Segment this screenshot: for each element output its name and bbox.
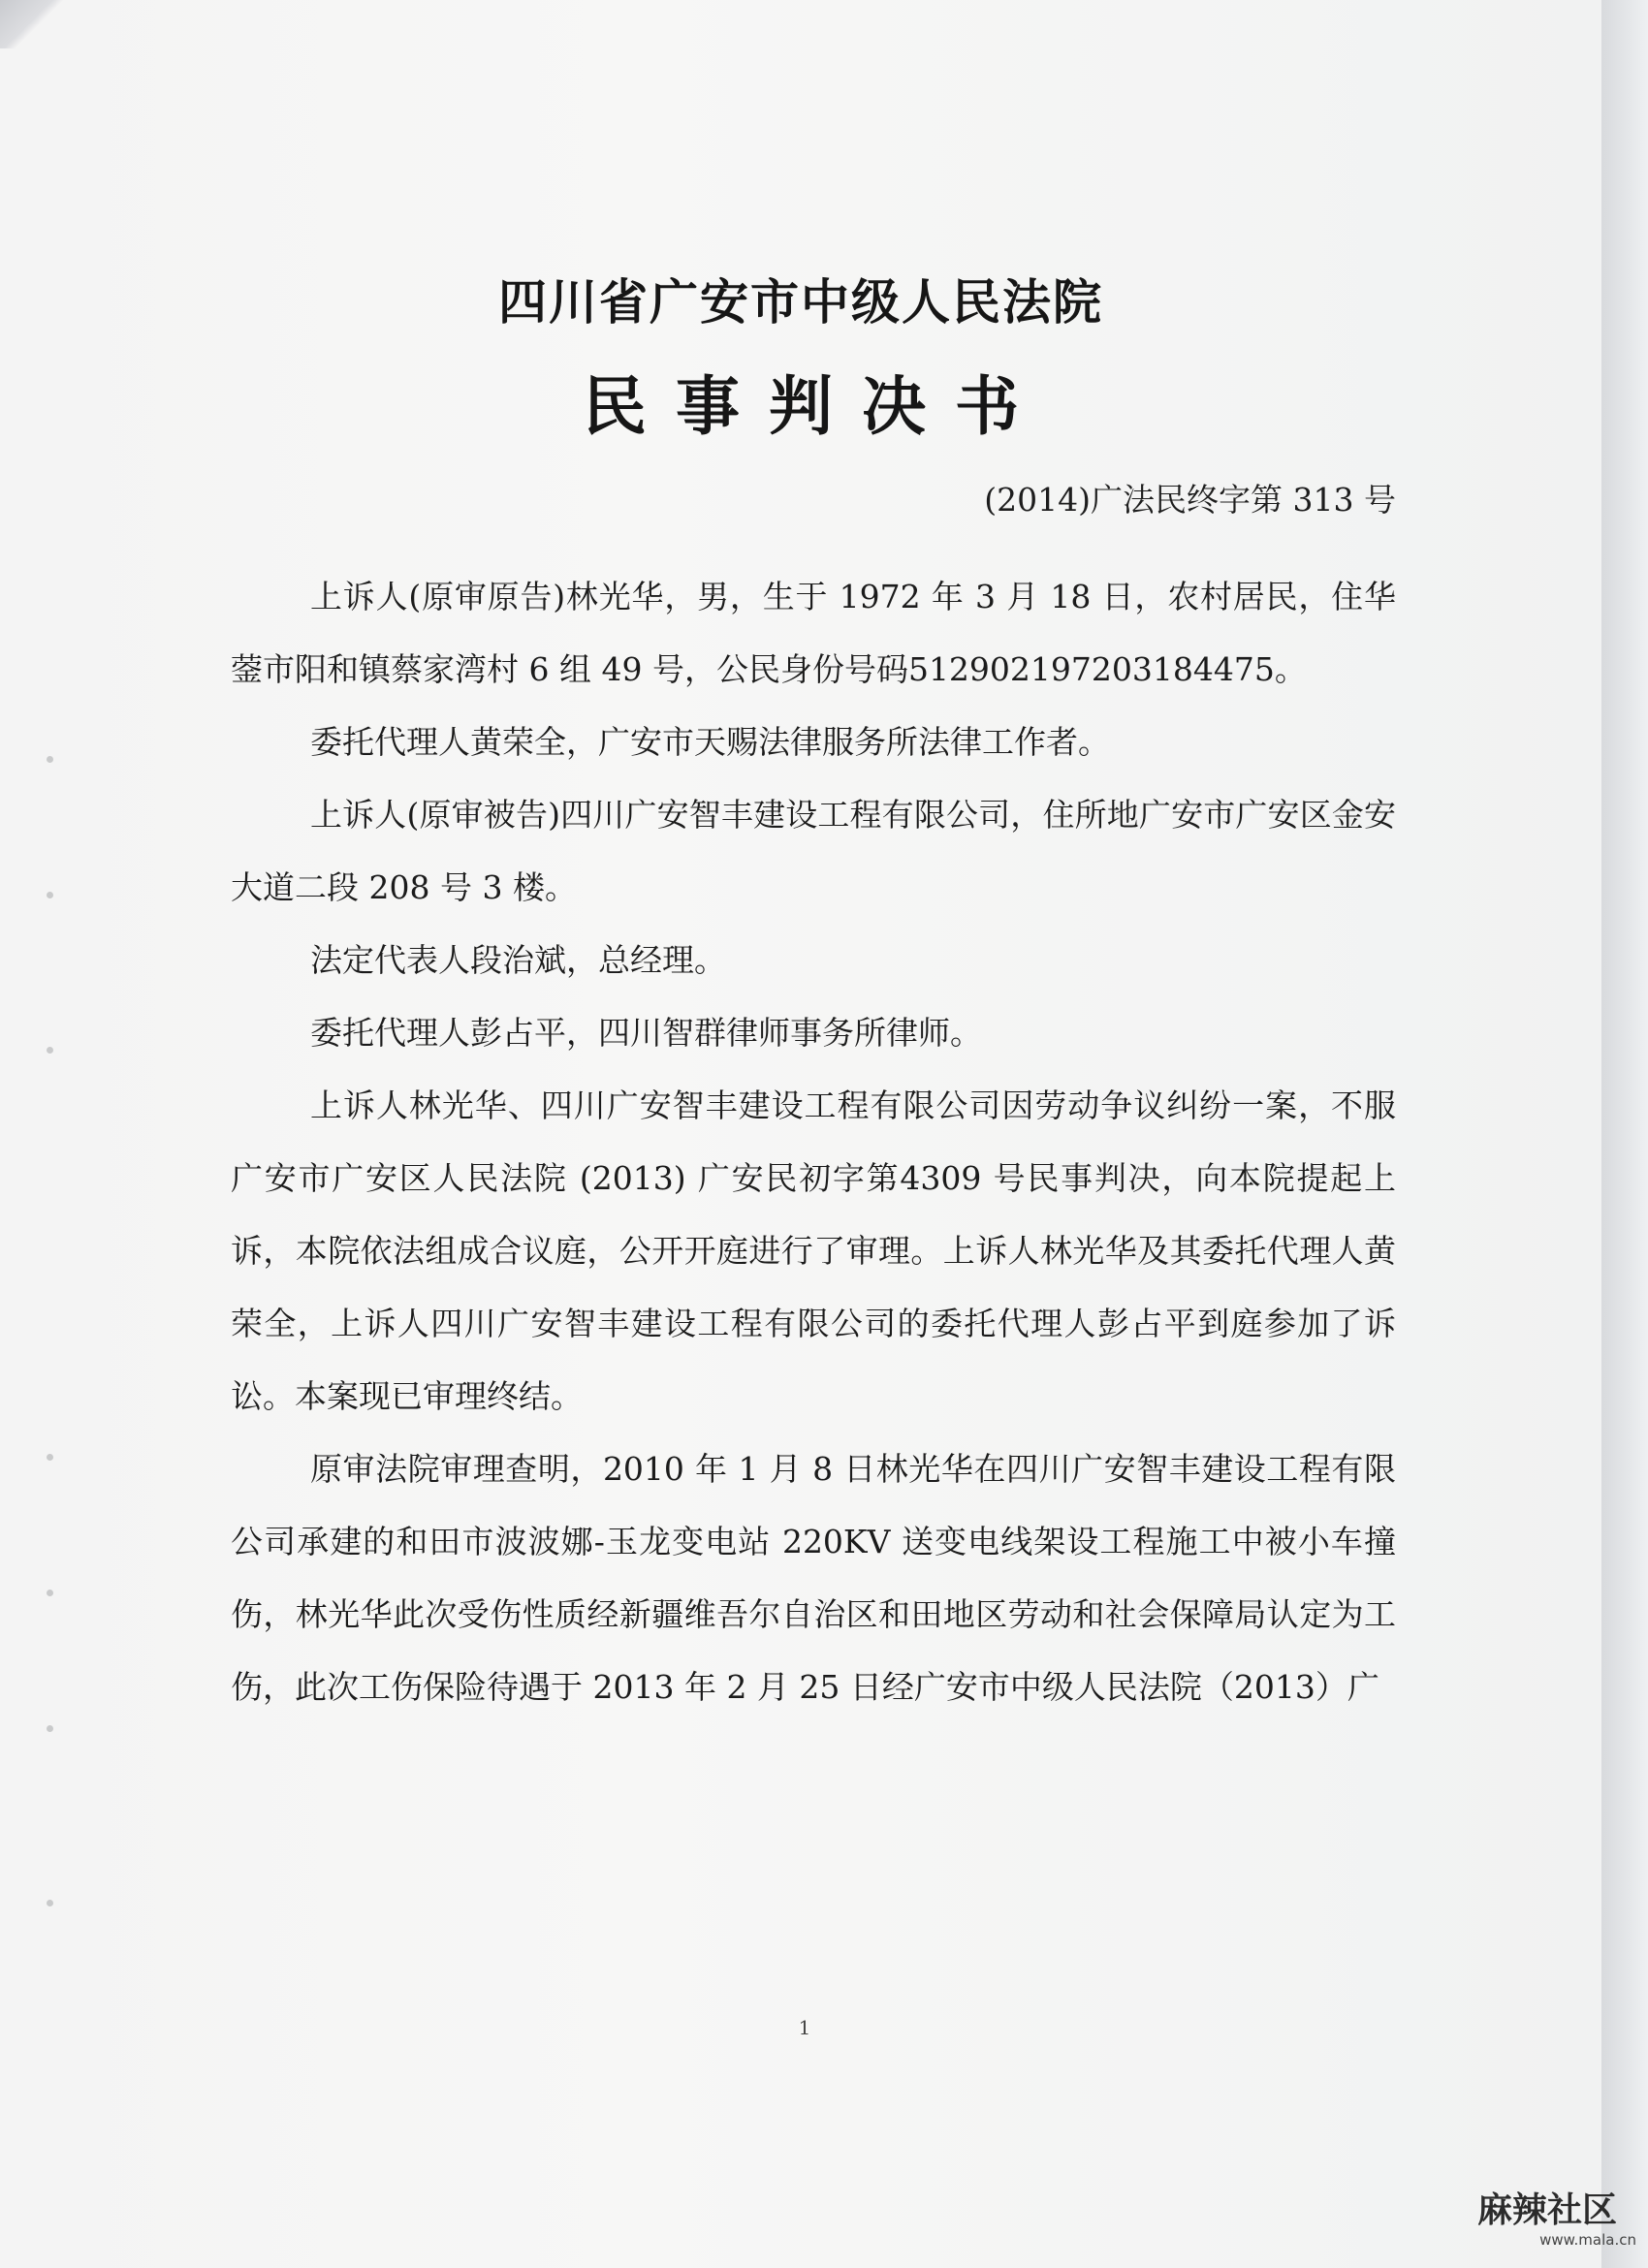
case-number: (2014)广法民终字第 313 号 bbox=[984, 481, 1396, 519]
page-number: 1 bbox=[798, 2016, 811, 2039]
watermark-logo-text: 麻辣社区 bbox=[1476, 2190, 1617, 2230]
binding-holes bbox=[39, 756, 68, 1958]
watermark-url: www.mala.cn bbox=[1539, 2231, 1636, 2249]
watermark bbox=[1474, 2183, 1648, 2260]
document-title: 民事判决书 bbox=[583, 369, 1048, 444]
scan-edge bbox=[1601, 0, 1648, 2268]
page-corner-fold bbox=[0, 0, 68, 48]
court-name: 四川省广安市中级人民法院 bbox=[498, 274, 1103, 331]
paragraph-legal-rep: 法定代表人段治斌，总经理。 bbox=[310, 941, 726, 979]
paragraph-agent-1: 委托代理人黄荣全，广安市天赐法律服务所法律工作者。 bbox=[310, 723, 1110, 761]
paragraph-appellant-1: 上诉人(原审原告)林光华，男，生于 1972 年 3 月 18 日，农村居民，住华蓥市阳和镇蔡家湾村 6 组 49 号，公民身份号码512902197203184475。 bbox=[231, 578, 1396, 688]
paragraph-case-intro: 上诉人林光华、四川广安智丰建设工程有限公司因劳动争议纠纷一案，不服广安市广安区人民法院 (2013) 广安民初字第4309 号民事判决，向本院提起上诉，本院依法组成合议庭，公开开庭进行了审理。上诉人林光华及其委托代理人黄荣全，上诉人四川广安智丰建设工程有限公司的委托代理人彭占平到庭参加了诉讼。本案现已审理终结。 bbox=[231, 1087, 1396, 1415]
paragraph-findings: 原审法院审理查明，2010 年 1 月 8 日林光华在四川广安智丰建设工程有限公司承建的和田市波波娜-玉龙变电站 220KV 送变电线架设工程施工中被小车撞伤，林光华此次受伤性质经新疆维吾尔自治区和田地区劳动和社会保障局认定为工伤，此次工伤保险待遇于 2013 年 2 月 25 日经广安市中级人民法院（2013）广 bbox=[231, 1450, 1396, 1706]
paragraph-appellant-2: 上诉人(原审被告)四川广安智丰建设工程有限公司，住所地广安市广安区金安大道二段 208 号 3 楼。 bbox=[231, 796, 1396, 906]
paragraph-agent-2: 委托代理人彭占平，四川智群律师事务所律师。 bbox=[310, 1014, 982, 1052]
judgment-body bbox=[231, 560, 1396, 1723]
